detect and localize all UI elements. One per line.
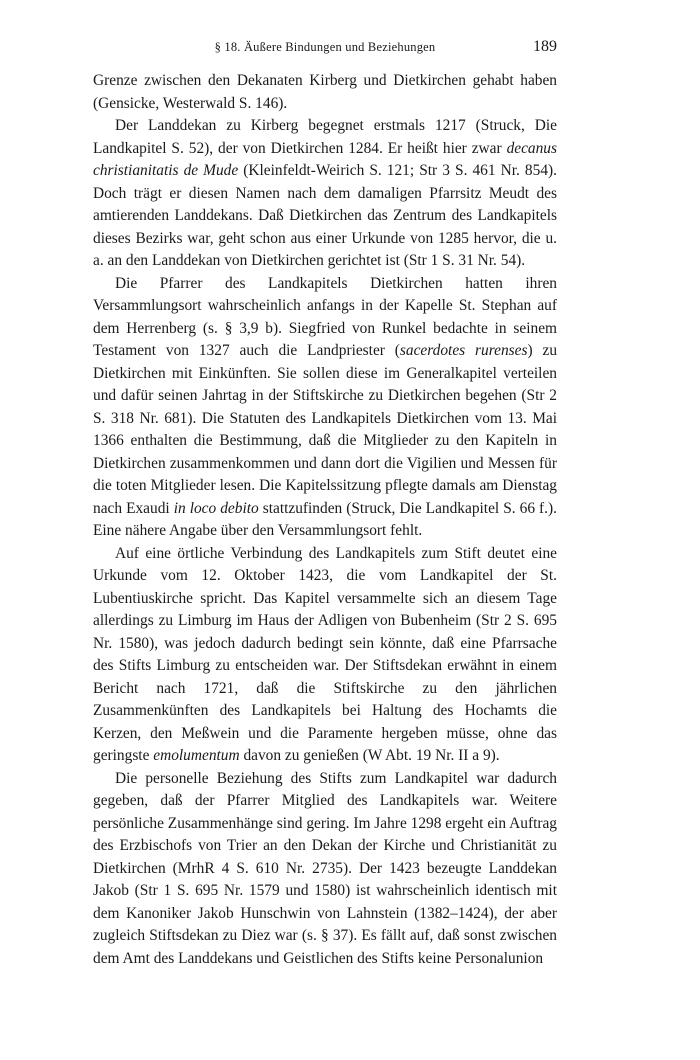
paragraph-1-text: Grenze zwischen den Dekanaten Kirberg und Dietkirchen gehabt haben (Gensicke, Westerwald S. 146). <box>93 72 557 112</box>
page-number: 189 <box>533 38 557 55</box>
latin-term-sacerdotes: sacerdotes rurenses <box>399 342 528 359</box>
paragraph-1 <box>93 70 557 115</box>
paragraph-3 <box>93 273 557 543</box>
paragraph-2-text-a: Der Landdekan zu Kirberg begegnet erstmals 1217 (Struck, Die Landkapitel S. 52), der von Dietkirchen 1284. Er heißt hier zwar <box>93 117 557 157</box>
paragraph-4-text-a: Auf eine örtliche Verbindung des Landkapitels zum Stift deutet eine Urkunde vom 12. Oktober 1423, die vom Landkapitel der St. Lubentiuskirche spricht. Das Kapitel versammelte sich an diesem Tage allerdings zu Limburg im Haus der Adligen von Bubenheim (Str 2 S. 695 Nr. 1580), was jedoch dadurch bedingt sein könnte, daß eine Pfarrsache des Stifts Limburg zu entscheiden war. Der Stiftsdekan erwähnt in einem Bericht nach 1721, daß die Stiftskirche zu den jährlichen Zusammenkünften des Landkapitels bei Haltung des Hochamts die Kerzen, den Meßwein und die Paramente hergeben müsse, ohne das geringste <box>93 544 557 764</box>
paragraph-2-text-b: (Kleinfeldt-Weirich S. 121; Str 3 S. 461 Nr. 854). Doch trägt er diesen Namen nach dem damaligen Pfarrsitz Meudt des amtierenden Landdekans. Daß Dietkirchen das Zentrum des Landkapitels dieses Bezirks war, geht schon aus einer Urkunde von 1285 hervor, die u. a. an den Landdekan von Dietkirchen gerichtet ist (Str 1 S. 31 Nr. 54). <box>93 162 557 269</box>
latin-term-decanus: decanus christianitatis de Mude <box>93 139 557 179</box>
latin-term-in-loco-debito: in loco debito <box>173 499 259 517</box>
book-page <box>93 38 557 970</box>
body-text <box>93 70 557 970</box>
paragraph-5 <box>93 768 557 971</box>
paragraph-5-text: Die personelle Beziehung des Stifts zum Landkapitel war dadurch gegeben, daß der Pfarrer Mitglied des Landkapitels war. Weitere persönliche Zusammenhänge sind gering. Im Jahre 1298 ergeht ein Auftrag des Erzbischofs von Trier an den Dekan der Kirche und Christianität zu Dietkirchen (MrhR 4 S. 610 Nr. 2735). Der 1423 bezeugte Landdekan Jakob (Str 1 S. 695 Nr. 1579 und 1580) ist wahrscheinlich identisch mit dem Kanoniker Jakob Hunschwin von Lahnstein (1382–1424), der aber zugleich Stiftsdekan zu Diez war (s. § 37). Es fällt auf, daß sonst zwischen dem Amt des Landdekans und Geistlichen des Stifts keine Personalunion <box>93 769 557 967</box>
running-head <box>93 38 557 60</box>
paragraph-3-text-a: Die Pfarrer des Landkapitels Dietkirchen hatten ihren Versammlungsort wahrscheinlich anfangs in der Kapelle St. Stephan auf dem Herrenberg (s. § 3,9 b). Siegfried von Runkel bedachte in seinem Testament von 1327 auch die Landpriester ( <box>93 274 557 359</box>
latin-term-emolumentum: emolumentum <box>153 747 240 764</box>
paragraph-3-text-c: stattzufinden (Struck, Die Landkapitel S. 66 f.). Eine nähere Angabe über den Versammlungsort fehlt. <box>93 499 557 539</box>
paragraph-2 <box>93 115 557 273</box>
paragraph-3-text-b: ) zu Dietkirchen mit Einkünften. Sie sollen diese im Generalkapitel verteilen und dafür seinen Jahrtag in der Stiftskirche zu Dietkirchen begehen (Str 2 S. 318 Nr. 681). Die Statuten des Landkapitels Dietkirchen vom 13. Mai 1366 enthalten die Bestimmung, daß die Mitglieder zu den Kapiteln in Dietkirchen zusammenkommen und dann dort die Vigilien und Messen für die toten Mitglieder lesen. Die Kapitelssitzung pflegte damals am Dienstag nach Exaudi <box>93 342 558 517</box>
paragraph-4 <box>93 543 557 768</box>
paragraph-4-text-b: davon zu genießen (W Abt. 19 Nr. II a 9). <box>239 747 500 764</box>
running-title: § 18. Äußere Bindungen und Beziehungen <box>214 40 436 54</box>
